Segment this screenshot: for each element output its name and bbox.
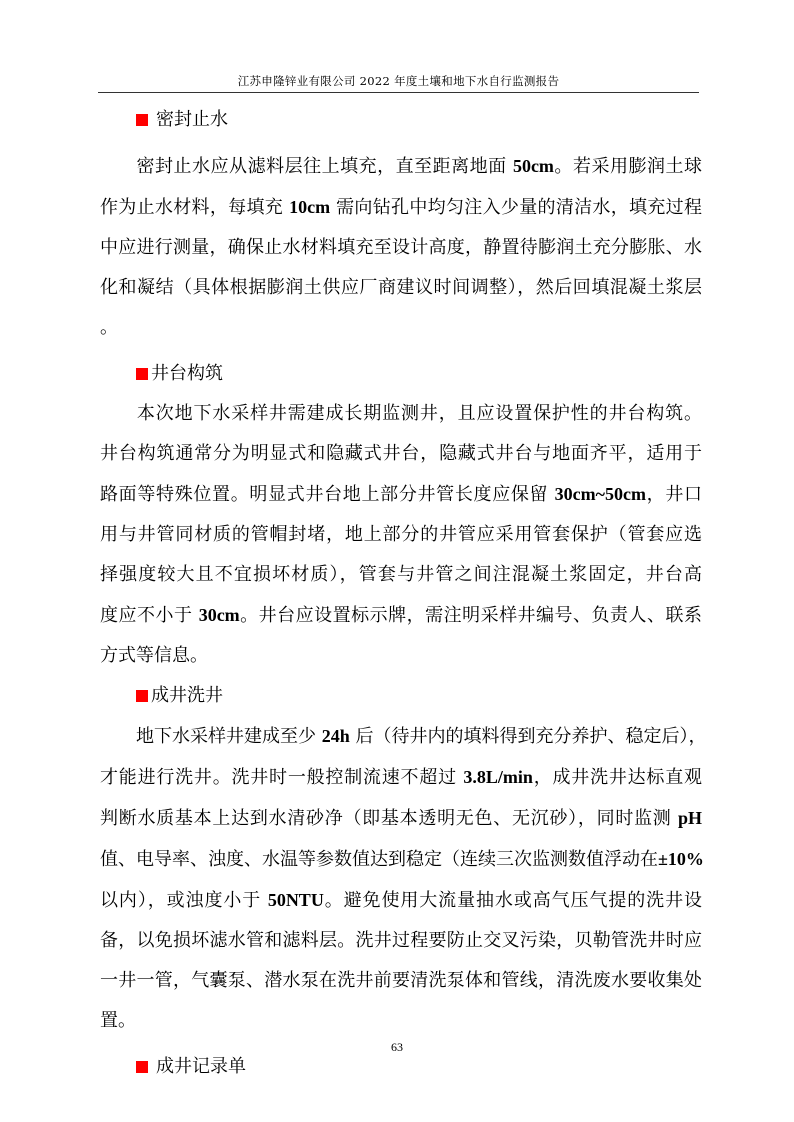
text-line: 用与井管同材质的管帽封堵，地上部分的井管应采用管套保护（管套应选 (100, 524, 702, 545)
text-line: 井台构筑通常分为明显式和隐藏式井台，隐藏式井台与地面齐平，适用于 (100, 443, 702, 464)
page-number: 63 (391, 1040, 403, 1054)
text-line: 密封止水应从滤料层往上填充，直至距离地面 50cm。若采用膨润土球 (136, 156, 702, 177)
section-heading-text: 井台构筑 (151, 363, 223, 384)
text-line: 值、电导率、浊度、水温等参数值达到稳定（连续三次监测数值浮动在±10% (100, 849, 704, 870)
text-line: 择强度较大且不宜损坏材质），管套与井管之间注混凝土浆固定，井台高 (100, 564, 702, 585)
document-body (100, 100, 707, 1087)
text-line: 以内），或浊度小于 50NTU。避免使用大流量抽水或高气压气提的洗井设 (100, 890, 702, 911)
section-heading-well-platform (100, 354, 702, 394)
text-line: 度应不小于 30cm。井台应设置标示牌，需注明采样井编号、负责人、联系 (100, 605, 702, 626)
section-heading-text: 成井洗井 (151, 685, 223, 706)
text-line: 本次地下水采样井需建成长期监测井，且应设置保护性的井台构筑。 (136, 403, 702, 424)
text-line: 备，以免损坏滤水管和滤料层。洗井过程要防止交叉污染，贝勒管洗井时应 (100, 930, 702, 951)
paragraph-well-platform (100, 394, 702, 676)
text-line: 方式等信息。 (100, 645, 208, 666)
text-line: 中应进行测量，确保止水材料填充至设计高度，静置待膨润土充分膨胀、水 (100, 237, 702, 258)
text-line: 置。 (100, 1010, 136, 1031)
red-square-bullet-icon (136, 368, 148, 380)
text-line: 一井一管，气囊泵、潜水泵在洗井前要清洗泵体和管线，清洗废水要收集处 (100, 970, 702, 991)
text-line: 作为止水材料，每填充 10cm 需向钻孔中均匀注入少量的清洁水，填充过程 (100, 197, 702, 218)
text-line: 化和凝结（具体根据膨润土供应厂商建议时间调整），然后回填混凝土浆层 (100, 277, 702, 298)
section-heading-sealing (100, 100, 702, 140)
page-header (98, 72, 699, 93)
section-heading-text: 密封止水 (156, 109, 228, 130)
text-line: 才能进行洗井。洗井时一般控制流速不超过 3.8L/min，成井洗井达标直观 (100, 767, 702, 788)
paragraph-well-washing (100, 716, 707, 1041)
page-footer (0, 1040, 794, 1055)
text-line: 路面等特殊位置。明显式井台地上部分井管长度应保留 30cm~50cm，井口 (100, 484, 702, 505)
text-line: 判断水质基本上达到水清砂净（即基本透明无色、无沉砂），同时监测 pH (100, 808, 702, 829)
section-heading-text: 成井记录单 (156, 1056, 246, 1077)
text-line: 。 (100, 317, 118, 338)
text-line: 地下水采样井建成至少 24h 后（待井内的填料得到充分养护、稳定后）， (136, 726, 707, 747)
paragraph-sealing (100, 146, 702, 348)
header-title: 江苏申隆锌业有限公司 2022 年度土壤和地下水自行监测报告 (237, 74, 560, 88)
red-square-bullet-icon (136, 690, 148, 702)
red-square-bullet-icon (136, 1061, 148, 1073)
red-square-bullet-icon (136, 114, 148, 126)
section-heading-well-washing (100, 676, 702, 716)
